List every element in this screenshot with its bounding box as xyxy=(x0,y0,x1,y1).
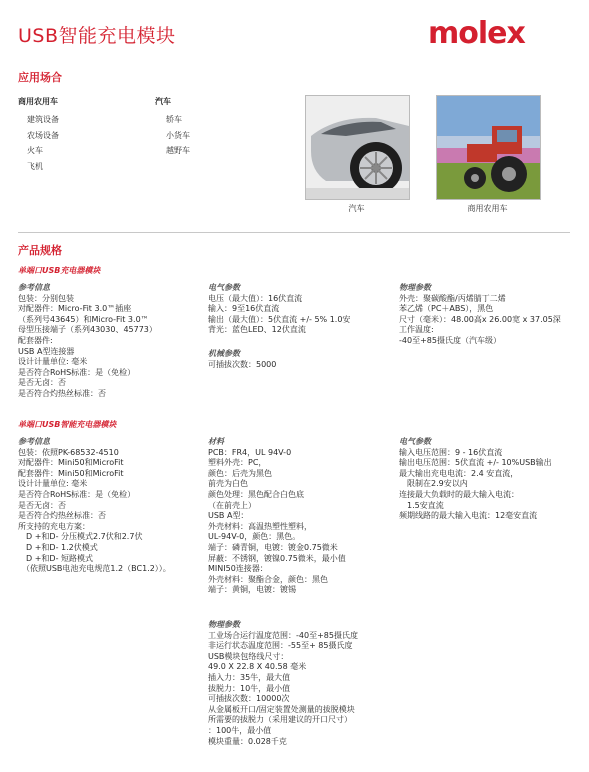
spec-line: 对配器件：Micro-Fit 3.0™插座 xyxy=(18,304,132,314)
list-item: 轿车 xyxy=(166,115,182,124)
spec-line: 输入电压范围：9 - 16伏直流 xyxy=(399,447,503,457)
spec-line: 屏蔽：不锈钢，镀镍0.75微米，最小值 xyxy=(208,553,346,563)
spec-line: 电压（最大值）：16伏直流 xyxy=(208,293,303,303)
s2-phys-title: 物理参数 xyxy=(208,620,240,629)
list-item: 越野车 xyxy=(166,146,190,155)
spec-line: （在前壳上） xyxy=(208,500,256,510)
spec-line: 包装：分别包装 xyxy=(18,293,74,303)
app-col1-list xyxy=(27,112,59,174)
app-col2-title: 汽车 xyxy=(155,97,171,106)
spec-line: 非运行状态温度范围：-55至+ 85摄氏度 xyxy=(208,641,353,651)
spec-block1-title: 单端口USB充电器模块 xyxy=(18,266,101,275)
s2-elec-title: 电气参数 xyxy=(399,437,431,446)
spec-line: 所支持的充电方案： xyxy=(18,521,90,531)
spec-line: D +和D- 短路模式 xyxy=(26,553,93,563)
app-col2-list xyxy=(166,112,190,159)
spec-line: 是否无卤：否 xyxy=(18,500,66,510)
spec-line: USB A型连接器 xyxy=(18,346,75,356)
spec-line: 母型压接端子（系列43030、45773） xyxy=(18,325,157,335)
spec-line: 端子：黄铜，电镀：镀锡 xyxy=(208,585,296,595)
spec-line: 频期线路的最大输入电流：12毫安直流 xyxy=(399,511,538,521)
spec-line: 插入力：35牛，最大值 xyxy=(208,672,291,682)
spec-line: 端子：磷青铜，电镀：镀金0.75微米 xyxy=(208,542,338,552)
spec-line: D +和D- 1.2伏模式 xyxy=(26,542,98,552)
spec-line: 可插拔次数：5000 xyxy=(208,359,277,369)
spec-line: 输出（最大值）：5伏直流 +/- 5% 1.0安 xyxy=(208,314,351,324)
spec-block2-title: 单端口USB智能充电器模块 xyxy=(18,420,117,429)
s2-mat-title: 材料 xyxy=(208,437,224,446)
spec-line: （依照USB电池充电规范1.2（BC1.2））。 xyxy=(22,564,171,574)
tractor-photo xyxy=(436,95,541,200)
spec-line: 外壳材料：聚酯合金，颜色：黑色 xyxy=(208,574,328,584)
spec-line: 49.0 X 22.8 X 40.58 毫米 xyxy=(208,662,307,672)
spec-line: 尺寸（毫米）：48.00高x 26.00宽 x 37.05深 xyxy=(399,314,561,324)
car-photo xyxy=(305,95,410,200)
app-col1-title: 商用农用车 xyxy=(18,97,58,106)
section-divider xyxy=(18,232,570,233)
spec-line: 拔脱力：10牛，最小值 xyxy=(208,683,291,693)
s1-mech-title: 机械参数 xyxy=(208,349,240,358)
spec-line: 包装：依照PK-68532-4510 xyxy=(18,447,119,457)
spec-line: 是否符合RoHS标准：是（免检） xyxy=(18,489,136,499)
spec-line: 背光：蓝色LED、12伏直流 xyxy=(208,325,306,335)
spec-line: UL-94V-0，颜色：黑色。 xyxy=(208,532,301,542)
s1-elec-title: 电气参数 xyxy=(208,283,240,292)
spec-line: 工业场合运行温度范围：-40至+85摄氏度 xyxy=(208,630,358,640)
spec-line: （系列号43645）和Micro-Fit 3.0™ xyxy=(18,314,149,324)
spec-line: 1.5安直流 xyxy=(407,500,444,510)
s2-materials xyxy=(208,437,346,596)
spec-line: PCB：FR4，UL 94V-0 xyxy=(208,447,292,457)
spec-line: MINI50连接器： xyxy=(208,564,268,574)
spec-line: USB A型： xyxy=(208,511,249,521)
list-item: 建筑设备 xyxy=(27,115,59,124)
spec-line: 配套器件：Mini50和MicroFit xyxy=(18,468,124,478)
spec-line: 配套器件: xyxy=(18,335,53,345)
spec-line: 连接最大负载时的最大输入电流： xyxy=(399,489,519,499)
specs-heading: 产品规格 xyxy=(18,244,62,257)
spec-line: 对配器件：Mini50和MicroFit xyxy=(18,458,124,468)
spec-line: 工作温度: xyxy=(399,325,434,335)
spec-line: 苯乙烯（PC＋ABS），黑色 xyxy=(399,304,494,314)
spec-line: ：100牛，最小值 xyxy=(208,725,272,735)
spec-line: 设计计量单位: 毫米 xyxy=(18,357,88,367)
spec-line: 从金属板开口/固定装置处测量的拔脱模块 xyxy=(208,704,355,714)
spec-line: 模块重量：0.028千克 xyxy=(208,736,287,746)
spec-line: 是否符合RoHS标准：是（免检） xyxy=(18,367,136,377)
spec-line: 塑料外壳：PC， xyxy=(208,458,267,468)
s1-reference-info xyxy=(18,283,157,400)
spec-line: 设计计量单位: 毫米 xyxy=(18,479,88,489)
s1-electrical xyxy=(208,283,350,336)
spec-line: 限制在2.9安以内 xyxy=(407,479,468,489)
s1-ref-title: 参考信息 xyxy=(18,283,50,292)
s1-physical xyxy=(399,283,561,347)
spec-line: 颜色：后壳为黑色 xyxy=(208,468,272,478)
spec-line: 输出电压范围：5伏直流 +/- 10%USB输出 xyxy=(399,458,552,468)
page-title: USB智能充电模块 xyxy=(18,25,176,47)
s1-phys-title: 物理参数 xyxy=(399,283,431,292)
spec-line: 所需要的拔脱力（采用建议的开口尺寸） xyxy=(208,715,352,725)
spec-line: D +和D- 分压模式2.7伏和2.7伏 xyxy=(26,532,143,542)
spec-line: 是否符合灼热丝标准：否 xyxy=(18,511,106,521)
spec-line: 输入：9至16伏直流 xyxy=(208,304,280,314)
spec-line: 是否无卤：否 xyxy=(18,378,66,388)
spec-line: -40至+85摄氏度（汽车级） xyxy=(399,335,501,345)
s1-mechanical xyxy=(208,349,276,370)
molex-logo: molex xyxy=(428,16,525,51)
list-item: 火车 xyxy=(27,146,43,155)
s2-electrical xyxy=(399,437,552,522)
s2-physical xyxy=(208,620,358,747)
car-photo-caption: 汽车 xyxy=(348,204,365,213)
spec-line: 可插拔次数：10000次 xyxy=(208,694,290,704)
list-item: 飞机 xyxy=(27,161,43,171)
list-item: 小货车 xyxy=(166,130,190,140)
spec-line: USB模块包络线尺寸： xyxy=(208,651,289,661)
tractor-photo-caption: 商用农用车 xyxy=(467,204,508,213)
spec-line: 前壳为白色 xyxy=(208,479,248,489)
s2-reference-info xyxy=(18,437,171,575)
list-item: 农场设备 xyxy=(27,130,59,140)
s2-ref-title: 参考信息 xyxy=(18,437,50,446)
spec-line: 外壳材料：高温热塑性塑料， xyxy=(208,521,312,531)
applications-heading: 应用场合 xyxy=(18,71,62,84)
spec-line: 是否符合灼热丝标准：否 xyxy=(18,388,106,398)
spec-line: 最大输出充电电流：2.4 安直流， xyxy=(399,468,519,478)
spec-line: 外壳：聚碳酸酯/丙烯腈丁二烯 xyxy=(399,293,506,303)
spec-line: 颜色处理：黑色配合白色底 xyxy=(208,489,304,499)
